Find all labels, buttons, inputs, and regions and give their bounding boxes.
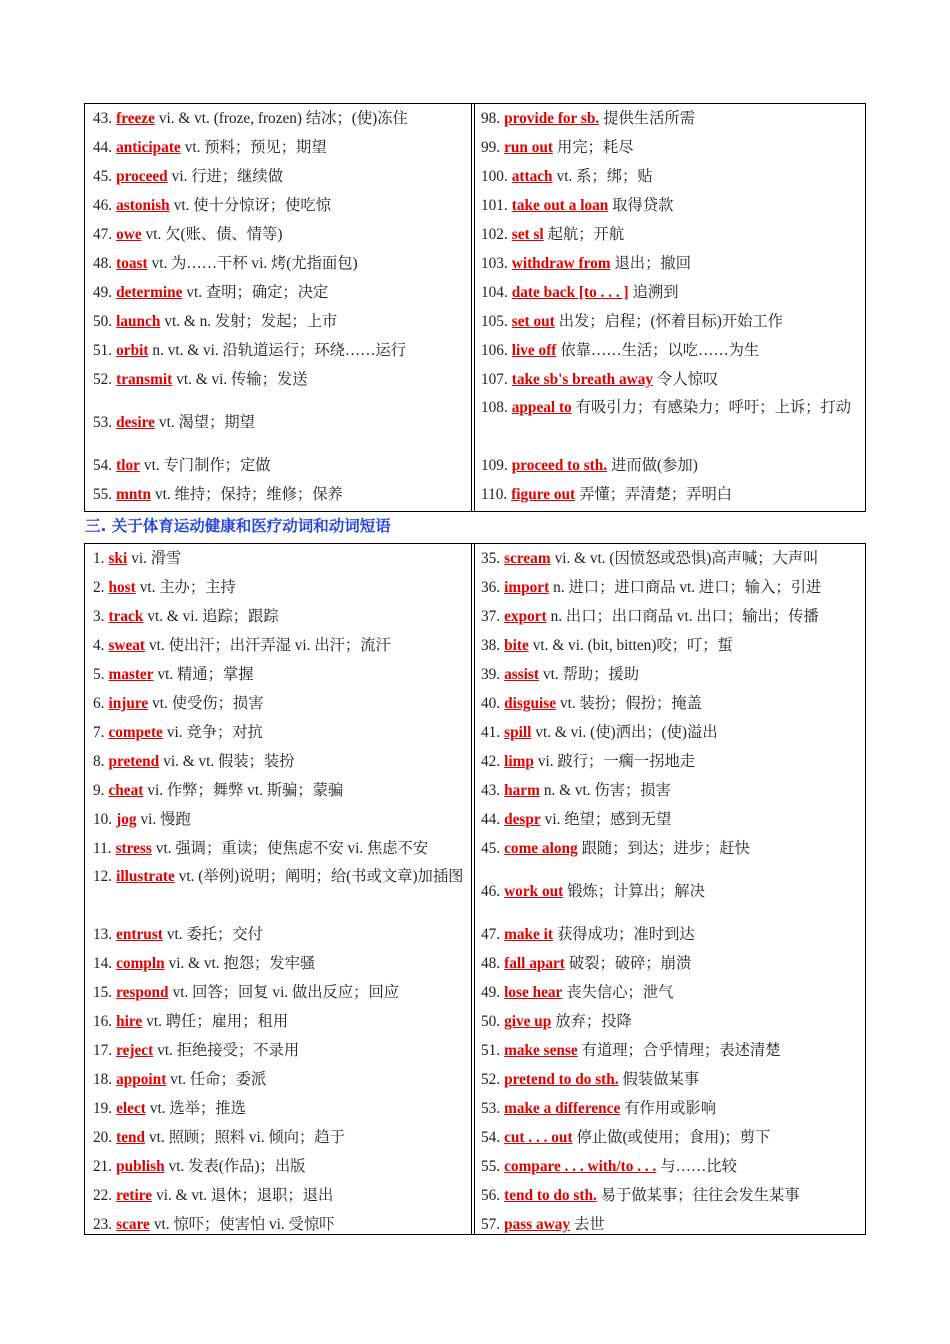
table-row: 100. attach vt. 系；绑；贴 xyxy=(481,162,859,191)
table-row: 13. entrust vt. 委托；交付 xyxy=(93,920,471,949)
vocab-term: attach xyxy=(511,168,553,185)
table2-left-column xyxy=(85,544,475,1234)
vocab-term: track xyxy=(108,608,144,625)
vocab-term: cheat xyxy=(108,782,144,799)
vocab-definition: vt. 使出汗；出汗弄湿 vi. 出汗；流汗 xyxy=(149,637,391,654)
vocab-definition: 去世 xyxy=(574,1216,605,1233)
table-row: 8. pretend vi. & vt. 假装；装扮 xyxy=(93,747,471,776)
vocab-term: assist xyxy=(504,666,539,683)
vocab-definition: vi. 竞争；对抗 xyxy=(166,724,263,741)
vocab-term: ski xyxy=(108,550,128,567)
vocab-term: figure out xyxy=(511,486,576,503)
vocab-term: appeal to xyxy=(511,399,572,416)
vocab-definition: 假装做某事 xyxy=(622,1071,700,1088)
vocab-term: despr xyxy=(504,811,541,828)
vocab-definition: vt. 专门制作；定做 xyxy=(143,457,271,474)
table-row: 1. ski vi. 滑雪 xyxy=(93,544,471,573)
table-row: 108. appeal to 有吸引力；有感染力；呼吁；上诉；打动 xyxy=(481,399,852,416)
vocab-definition: 用完；耗尽 xyxy=(557,139,634,156)
vocab-definition: vt. 为……干杯 vi. 烤(尤指面包) xyxy=(151,255,358,272)
table-row: 38. bite vt. & vi. (bit, bitten)咬；叮；蜇 xyxy=(481,631,859,660)
vocab-term: freeze xyxy=(116,110,155,127)
vocab-term: spill xyxy=(504,724,532,741)
vocab-definition: vt. 任命；委派 xyxy=(170,1071,267,1088)
vocab-term: respond xyxy=(116,984,169,1001)
table-row: 41. spill vt. & vi. (使)洒出；(使)溢出 xyxy=(481,718,859,747)
table-row: 54. cut . . . out 停止做(或使用；食用)；剪下 xyxy=(481,1123,859,1152)
vocab-definition: 放弃；投降 xyxy=(555,1013,632,1030)
vocab-term: desire xyxy=(116,414,155,431)
table-row: 3. track vt. & vi. 追踪；跟踪 xyxy=(93,602,471,631)
vocab-definition: vi. 行进；继续做 xyxy=(171,168,284,185)
vocab-definition: vt. 装扮；假扮；掩盖 xyxy=(559,695,702,712)
vocab-definition: n. vt. & vi. 沿轨道运行；环绕……运行 xyxy=(152,342,407,359)
table-row: 55. compare . . . with/to . . . 与……比较 xyxy=(481,1152,859,1181)
vocab-term: pretend xyxy=(108,753,160,770)
table-row: 55. mntn vt. 维持；保持；维修；保养 xyxy=(93,480,471,509)
vocab-term: take sb's breath away xyxy=(511,371,654,388)
vocab-term: withdraw from xyxy=(511,255,611,272)
vocab-definition: vi. 滑雪 xyxy=(131,550,182,567)
vocab-term: astonish xyxy=(116,197,170,214)
vocab-definition: vt. & vi. 追踪；跟踪 xyxy=(147,608,279,625)
vocab-term: tlor xyxy=(116,457,140,474)
vocab-term: scream xyxy=(504,550,551,567)
vocab-term: limp xyxy=(504,753,534,770)
vocab-definition: vt. & vi. 传输；发送 xyxy=(176,371,308,388)
vocab-definition: 有作用或影响 xyxy=(624,1100,717,1117)
vocab-term: date back [to . . . ] xyxy=(511,284,629,301)
vocab-term: hire xyxy=(116,1013,143,1030)
vocab-term: anticipate xyxy=(116,139,181,156)
table-row: 48. fall apart 破裂；破碎；崩溃 xyxy=(481,949,859,978)
vocab-term: sweat xyxy=(108,637,146,654)
vocab-definition: 进而做(参加) xyxy=(611,457,698,474)
table-row: 11. stress vt. 强调；重读；使焦虑不安 vi. 焦虑不安 xyxy=(93,834,471,863)
vocab-term: tend to do sth. xyxy=(504,1187,597,1204)
vocab-definition: vt. & n. 发射；发起；上市 xyxy=(164,313,338,330)
vocab-definition: vt. 系；绑；贴 xyxy=(556,168,653,185)
vocab-term: host xyxy=(108,579,136,596)
table-row: 15. respond vt. 回答；回复 vi. 做出反应；回应 xyxy=(93,978,471,1007)
table-row: 46. work out 锻炼；计算出；解决 xyxy=(481,863,859,920)
table-row: 18. appoint vt. 任命；委派 xyxy=(93,1065,471,1094)
table1-right-column xyxy=(475,104,865,511)
table-row: 37. export n. 出口；出口商品 vt. 出口；输出；传播 xyxy=(481,602,859,631)
vocab-definition: 令人惊叹 xyxy=(657,371,719,388)
vocab-definition: vt. & vi. (使)洒出；(使)溢出 xyxy=(535,724,718,741)
table-row: 53. desire vt. 渴望；期望 xyxy=(93,394,471,451)
vocab-definition: vt. 查明；确定；决定 xyxy=(186,284,329,301)
vocab-term: owe xyxy=(116,226,142,243)
vocab-definition: vi. 作弊；舞弊 vt. 斯骗；蒙骗 xyxy=(147,782,344,799)
table-row: 57. pass away 去世 xyxy=(481,1210,859,1239)
vocab-definition: vt. 维持；保持；维修；保养 xyxy=(154,486,343,503)
vocab-term: elect xyxy=(116,1100,146,1117)
table-row: 103. withdraw from 退出；撤回 xyxy=(481,249,859,278)
vocab-term: entrust xyxy=(116,926,163,943)
vocab-table-2 xyxy=(84,543,866,1235)
vocab-definition: vt. 强调；重读；使焦虑不安 vi. 焦虑不安 xyxy=(155,840,429,857)
vocab-definition: 追溯到 xyxy=(632,284,679,301)
table-row: 54. tlor vt. 专门制作；定做 xyxy=(93,451,471,480)
table-row: 49. determine vt. 查明；确定；决定 xyxy=(93,278,471,307)
table-row: 56. tend to do sth. 易于做某事；往往会发生某事 xyxy=(481,1181,859,1210)
table-row: 10. jog vi. 慢跑 xyxy=(93,805,471,834)
vocab-definition: 弄懂；弄清楚；弄明白 xyxy=(579,486,733,503)
vocab-term: make a difference xyxy=(504,1100,621,1117)
table2-right-column xyxy=(475,544,865,1234)
vocab-definition: n. 出口；出口商品 vt. 出口；输出；传播 xyxy=(550,608,819,625)
vocab-definition: vt. 惊吓；使害怕 vi. 受惊吓 xyxy=(153,1216,335,1233)
vocab-term: work out xyxy=(504,883,564,900)
vocab-definition: vt. 回答；回复 vi. 做出反应；回应 xyxy=(172,984,400,1001)
vocab-term: compete xyxy=(108,724,163,741)
vocab-definition: vt. 选举；推选 xyxy=(149,1100,246,1117)
table1-left-column xyxy=(85,104,475,511)
table-row: 52. transmit vt. & vi. 传输；发送 xyxy=(93,365,471,394)
vocab-term: launch xyxy=(116,313,161,330)
vocab-definition: vt. 帮助；援助 xyxy=(542,666,640,683)
vocab-definition: vt. 拒绝接受；不录用 xyxy=(157,1042,300,1059)
table-row: 51. make sense 有道理；合乎情理；表述清楚 xyxy=(481,1036,859,1065)
vocab-term: determine xyxy=(116,284,183,301)
table-row: 109. proceed to sth. 进而做(参加) xyxy=(481,451,859,480)
table-row: 22. retire vi. & vt. 退休；退职；退出 xyxy=(93,1181,471,1210)
vocab-term: proceed to sth. xyxy=(511,457,608,474)
vocab-term: live off xyxy=(511,342,557,359)
vocab-term: harm xyxy=(504,782,540,799)
vocab-definition: vt. 聘任；雇用；租用 xyxy=(146,1013,289,1030)
vocab-term: set out xyxy=(511,313,555,330)
vocab-term: jog xyxy=(116,811,137,828)
vocab-term: injure xyxy=(108,695,149,712)
table-row: 5. master vt. 精通；掌握 xyxy=(93,660,471,689)
table-row: 49. lose hear 丧失信心；泄气 xyxy=(481,978,859,1007)
vocab-term: bite xyxy=(504,637,529,654)
table-row: 47. owe vt. 欠(账、债、情等) xyxy=(93,220,471,249)
table-row: 16. hire vt. 聘任；雇用；租用 xyxy=(93,1007,471,1036)
table-row: 23. scare vt. 惊吓；使害怕 vi. 受惊吓 xyxy=(93,1210,471,1239)
table-row: 102. set sl 起航；开航 xyxy=(481,220,859,249)
vocab-definition: vt. 精通；掌握 xyxy=(157,666,254,683)
vocab-term: compln xyxy=(116,955,165,972)
table-row: 101. take out a loan 取得贷款 xyxy=(481,191,859,220)
vocab-definition: 依靠……生活；以吃……为生 xyxy=(560,342,760,359)
vocab-definition: 与……比较 xyxy=(660,1158,737,1175)
vocab-definition: n. 进口；进口商品 vt. 进口；输入；引进 xyxy=(553,579,822,596)
table-row: 51. orbit n. vt. & vi. 沿轨道运行；环绕……运行 xyxy=(93,336,471,365)
vocab-term: compare . . . with/to . . . xyxy=(504,1158,657,1175)
vocab-definition: vt. 使受伤；损害 xyxy=(152,695,264,712)
vocab-term: set sl xyxy=(511,226,544,243)
vocab-term: import xyxy=(504,579,550,596)
vocab-definition: 锻炼；计算出；解决 xyxy=(567,883,705,900)
table-row: 36. import n. 进口；进口商品 vt. 进口；输入；引进 xyxy=(481,573,859,602)
vocab-definition: vt. 照顾；照料 vi. 倾向；趋于 xyxy=(149,1129,345,1146)
vocab-definition: vt. 发表(作品)；出版 xyxy=(168,1158,306,1175)
table-row: 42. limp vi. 跛行；一瘸一拐地走 xyxy=(481,747,859,776)
table-row: 98. provide for sb. 提供生活所需 xyxy=(481,104,859,133)
vocab-definition: 有道理；合乎情理；表述清楚 xyxy=(581,1042,781,1059)
table-row: 14. compln vi. & vt. 抱怨；发牢骚 xyxy=(93,949,471,978)
vocab-term: take out a loan xyxy=(511,197,609,214)
vocab-term: disguise xyxy=(504,695,556,712)
table-row: 19. elect vt. 选举；推选 xyxy=(93,1094,471,1123)
vocab-definition: vt. 主办；主持 xyxy=(139,579,236,596)
vocab-term: export xyxy=(504,608,547,625)
vocab-term: appoint xyxy=(116,1071,167,1088)
table-row: 20. tend vt. 照顾；照料 vi. 倾向；趋于 xyxy=(93,1123,471,1152)
table-row: 40. disguise vt. 装扮；假扮；掩盖 xyxy=(481,689,859,718)
table-row: 107. take sb's breath away 令人惊叹 xyxy=(481,365,859,394)
vocab-term: reject xyxy=(116,1042,154,1059)
table-row: 35. scream vi. & vt. (因愤怒或恐惧)高声喊；大声叫 xyxy=(481,544,859,573)
vocab-term: toast xyxy=(116,255,148,272)
vocab-term: lose hear xyxy=(504,984,563,1001)
vocab-definition: vi. & vt. 假装；装扮 xyxy=(163,753,295,770)
table-row: 106. live off 依靠……生活；以吃……为生 xyxy=(481,336,859,365)
vocab-definition: 起航；开航 xyxy=(547,226,625,243)
table-row: 50. give up 放弃；投降 xyxy=(481,1007,859,1036)
vocab-definition: n. & vt. 伤害；损害 xyxy=(543,782,671,799)
vocab-definition: 易于做某事；往往会发生某事 xyxy=(600,1187,800,1204)
vocab-definition: 丧失信心；泄气 xyxy=(566,984,674,1001)
table-row: 99. run out 用完；耗尽 xyxy=(481,133,859,162)
vocab-term: proceed xyxy=(116,168,168,185)
vocab-term: scare xyxy=(116,1216,150,1233)
vocab-term: master xyxy=(108,666,154,683)
vocab-definition: vi. 慢跑 xyxy=(140,811,191,828)
vocab-term: pretend to do sth. xyxy=(504,1071,619,1088)
vocab-table-1 xyxy=(84,103,866,512)
vocab-definition: 破裂；破碎；崩溃 xyxy=(568,955,692,972)
vocab-term: cut . . . out xyxy=(504,1129,573,1146)
table-row: 52. pretend to do sth. 假装做某事 xyxy=(481,1065,859,1094)
table-row: 7. compete vi. 竞争；对抗 xyxy=(93,718,471,747)
table-row: 21. publish vt. 发表(作品)；出版 xyxy=(93,1152,471,1181)
vocab-definition: vi. & vt. (froze, frozen) 结冰；(使)冻住 xyxy=(158,110,408,127)
vocab-term: illustrate xyxy=(116,868,175,885)
vocab-definition: vi. & vt. 抱怨；发牢骚 xyxy=(168,955,316,972)
table-row: 44. despr vi. 绝望；感到无望 xyxy=(481,805,859,834)
vocab-definition: vt. & vi. (bit, bitten)咬；叮；蜇 xyxy=(532,637,733,654)
vocab-term: publish xyxy=(116,1158,165,1175)
vocab-definition: vt. (举例)说明；阐明；给(书或文章)加插图 xyxy=(178,868,464,885)
table-row: 110. figure out 弄懂；弄清楚；弄明白 xyxy=(481,480,859,509)
table-row: 43. freeze vi. & vt. (froze, frozen) 结冰；(使)冻住 xyxy=(93,104,471,133)
vocab-term: orbit xyxy=(116,342,149,359)
table-row: 44. anticipate vt. 预料；预见；期望 xyxy=(93,133,471,162)
vocab-definition: 取得贷款 xyxy=(612,197,674,214)
vocab-definition: vt. 预料；预见；期望 xyxy=(184,139,327,156)
table-row: 48. toast vt. 为……干杯 vi. 烤(尤指面包) xyxy=(93,249,471,278)
vocab-term: give up xyxy=(504,1013,552,1030)
table-row: 9. cheat vi. 作弊；舞弊 vt. 斯骗；蒙骗 xyxy=(93,776,471,805)
vocab-definition: 获得成功；准时到达 xyxy=(556,926,695,943)
table-row: 46. astonish vt. 使十分惊讶；使吃惊 xyxy=(93,191,471,220)
vocab-definition: vi. 跛行；一瘸一拐地走 xyxy=(537,753,696,770)
table-row: 12. illustrate vt. (举例)说明；阐明；给(书或文章)加插图 xyxy=(93,868,464,885)
vocab-term: mntn xyxy=(116,486,151,503)
vocab-term: stress xyxy=(115,840,152,857)
vocab-term: make it xyxy=(504,926,553,943)
vocab-term: fall apart xyxy=(504,955,565,972)
vocab-definition: 提供生活所需 xyxy=(603,110,695,127)
vocab-term: tend xyxy=(116,1129,146,1146)
table-row: 39. assist vt. 帮助；援助 xyxy=(481,660,859,689)
section-title: 三. 关于体育运动健康和医疗动词和动词短语 xyxy=(85,517,391,535)
vocab-definition: vt. 渴望；期望 xyxy=(158,414,255,431)
vocab-definition: vt. 委托；交付 xyxy=(166,926,263,943)
vocab-term: transmit xyxy=(116,371,173,388)
vocab-definition: vt. 欠(账、债、情等) xyxy=(145,226,283,243)
vocab-definition: 退出；撤回 xyxy=(614,255,691,272)
vocab-definition: 停止做(或使用；食用)；剪下 xyxy=(576,1129,771,1146)
table-row: 43. harm n. & vt. 伤害；损害 xyxy=(481,776,859,805)
table-row: 6. injure vt. 使受伤；损害 xyxy=(93,689,471,718)
table-row: 47. make it 获得成功；准时到达 xyxy=(481,920,859,949)
vocab-term: provide for sb. xyxy=(504,110,600,127)
vocab-definition: vi. & vt. (因愤怒或恐惧)高声喊；大声叫 xyxy=(554,550,819,567)
table-row: 17. reject vt. 拒绝接受；不录用 xyxy=(93,1036,471,1065)
vocab-definition: 有吸引力；有感染力；呼吁；上诉；打动 xyxy=(575,399,852,416)
vocab-definition: 跟随；到达；进步；赶快 xyxy=(581,840,750,857)
table-row: 104. date back [to . . . ] 追溯到 xyxy=(481,278,859,307)
vocab-term: come along xyxy=(504,840,578,857)
vocab-term: run out xyxy=(504,139,554,156)
vocab-definition: vi. & vt. 退休；退职；退出 xyxy=(156,1187,334,1204)
vocab-definition: vi. 绝望；感到无望 xyxy=(544,811,672,828)
table-row: 45. proceed vi. 行进；继续做 xyxy=(93,162,471,191)
vocab-definition: vt. 使十分惊讶；使吃惊 xyxy=(173,197,331,214)
table-row: 45. come along 跟随；到达；进步；赶快 xyxy=(481,834,859,863)
vocab-term: make sense xyxy=(504,1042,578,1059)
table-row: 2. host vt. 主办；主持 xyxy=(93,573,471,602)
table-row: 4. sweat vt. 使出汗；出汗弄湿 vi. 出汗；流汗 xyxy=(93,631,471,660)
vocab-term: retire xyxy=(116,1187,153,1204)
vocab-term: pass away xyxy=(504,1216,571,1233)
table-row: 50. launch vt. & n. 发射；发起；上市 xyxy=(93,307,471,336)
table-row: 105. set out 出发；启程；(怀着目标)开始工作 xyxy=(481,307,859,336)
table-row: 53. make a difference 有作用或影响 xyxy=(481,1094,859,1123)
vocab-definition: 出发；启程；(怀着目标)开始工作 xyxy=(558,313,784,330)
